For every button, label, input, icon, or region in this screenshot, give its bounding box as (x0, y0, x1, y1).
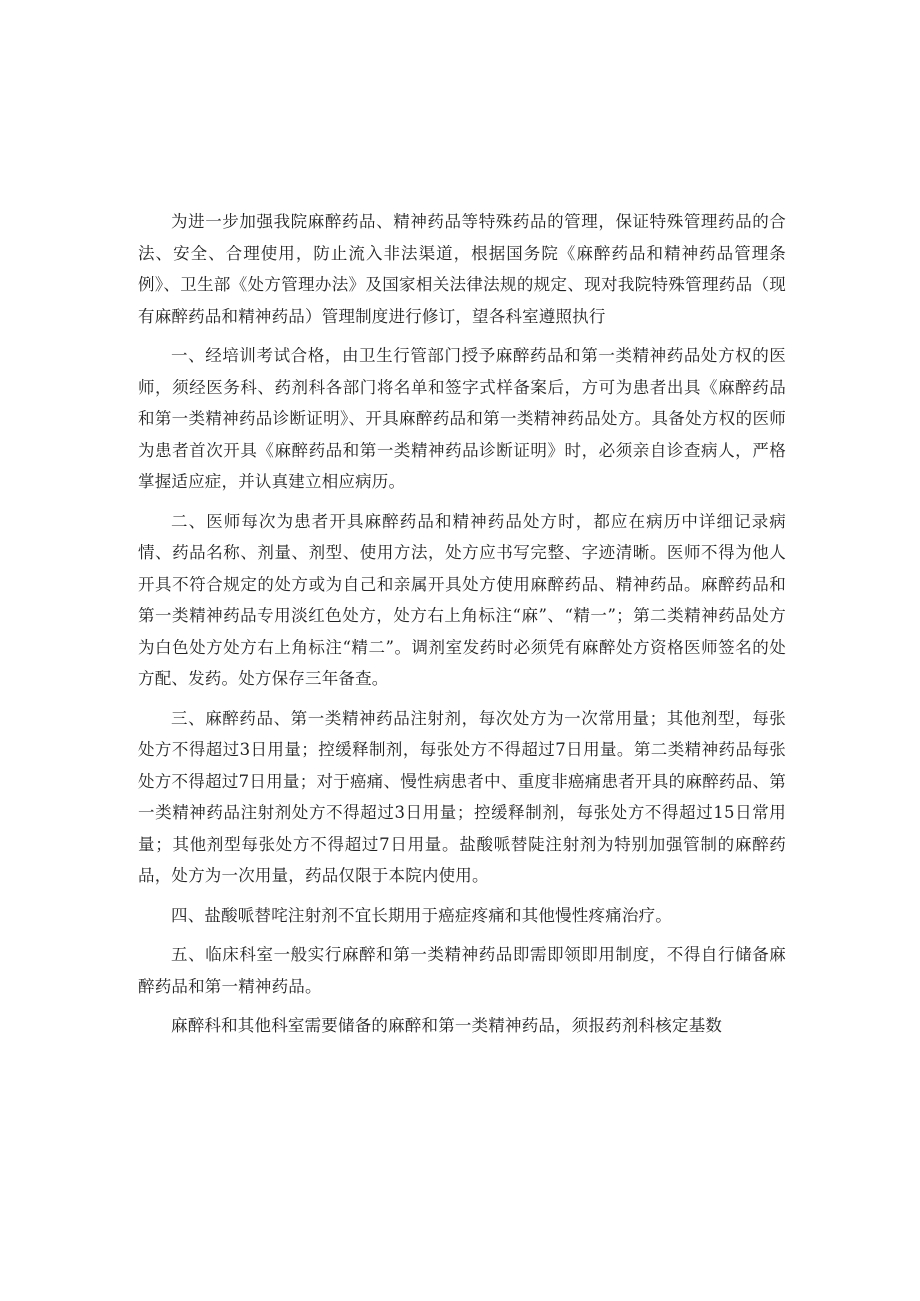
paragraph-item-1: 一、经培训考试合格，由卫生行管部门授予麻醉药品和第一类精神药品处方权的医师，须经医务科、药剂科各部门将名单和签字式样备案后，方可为患者出具《麻醉药品和第一类精神药品诊断证明》、开具麻醉药品和第一类精神药品处方。具备处方权的医师为患者首次开具《麻醉药品和第一类精神药品诊断证明》时，必须亲自诊查病人，严格掌握适应症，并认真建立相应病历。 (138, 346, 786, 491)
paragraph-item-2: 二、医师每次为患者开具麻醉药品和精神药品处方时，都应在病历中详细记录病情、药品名称、剂量、剂型、使用方法，处方应书写完整、字迹清晰。医师不得为他人开具不符合规定的处方或为自己和亲属开具处方使用麻醉药品、精神药品。麻醉药品和第一类精神药品专用淡红色处方，处方右上角标注“麻”、“精一”；第二类精神药品处方为白色处方处方右上角标注“精二”。调剂室发药时必须凭有麻醉处方资格医师签名的处方配、发药。处方保存三年备查。 (138, 511, 786, 688)
paragraph-item-3: 三、麻醉药品、第一类精神药品注射剂，每次处方为一次常用量；其他剂型，每张处方不得超过3日用量；控缓释制剂，每张处方不得超过7日用量。第二类精神药品每张处方不得超过7日用量；对于癌痛、慢性病患者中、重度非癌痛患者开具的麻醉药品、第一类精神药品注射剂处方不得超过3日用量；控缓释制剂，每张处方不得超过15日常用量；其他剂型每张处方不得超过7日用量。盐酸哌替陡注射剂为特别加强管制的麻醉药品，处方为一次用量，药品仅限于本院内使用。 (138, 708, 786, 885)
document-body (138, 206, 786, 1042)
paragraph-intro: 为进一步加强我院麻醉药品、精神药品等特殊药品的管理，保证特殊管理药品的合法、安全、合理使用，防止流入非法渠道，根据国务院《麻醉药品和精神药品管理条例》、卫生部《处方管理办法》及国家相关法律法规的规定、现对我院特殊管理药品（现有麻醉药品和精神药品）管理制度进行修订，望各科室遵照执行 (138, 212, 786, 326)
paragraph-item-4: 四、盐酸哌替咤注射剂不宜长期用于癌症疼痛和其他慢性疼痛治疗。 (171, 905, 672, 925)
paragraph-item-5: 五、临床科室一般实行麻醉和第一类精神药品即需即领即用制度，不得自行储备麻醉药品和第一精神药品。 (138, 945, 786, 996)
paragraph-continuation: 麻醉科和其他科室需要储备的麻醉和第一类精神药品，须报药剂科核定基数 (171, 1016, 723, 1035)
